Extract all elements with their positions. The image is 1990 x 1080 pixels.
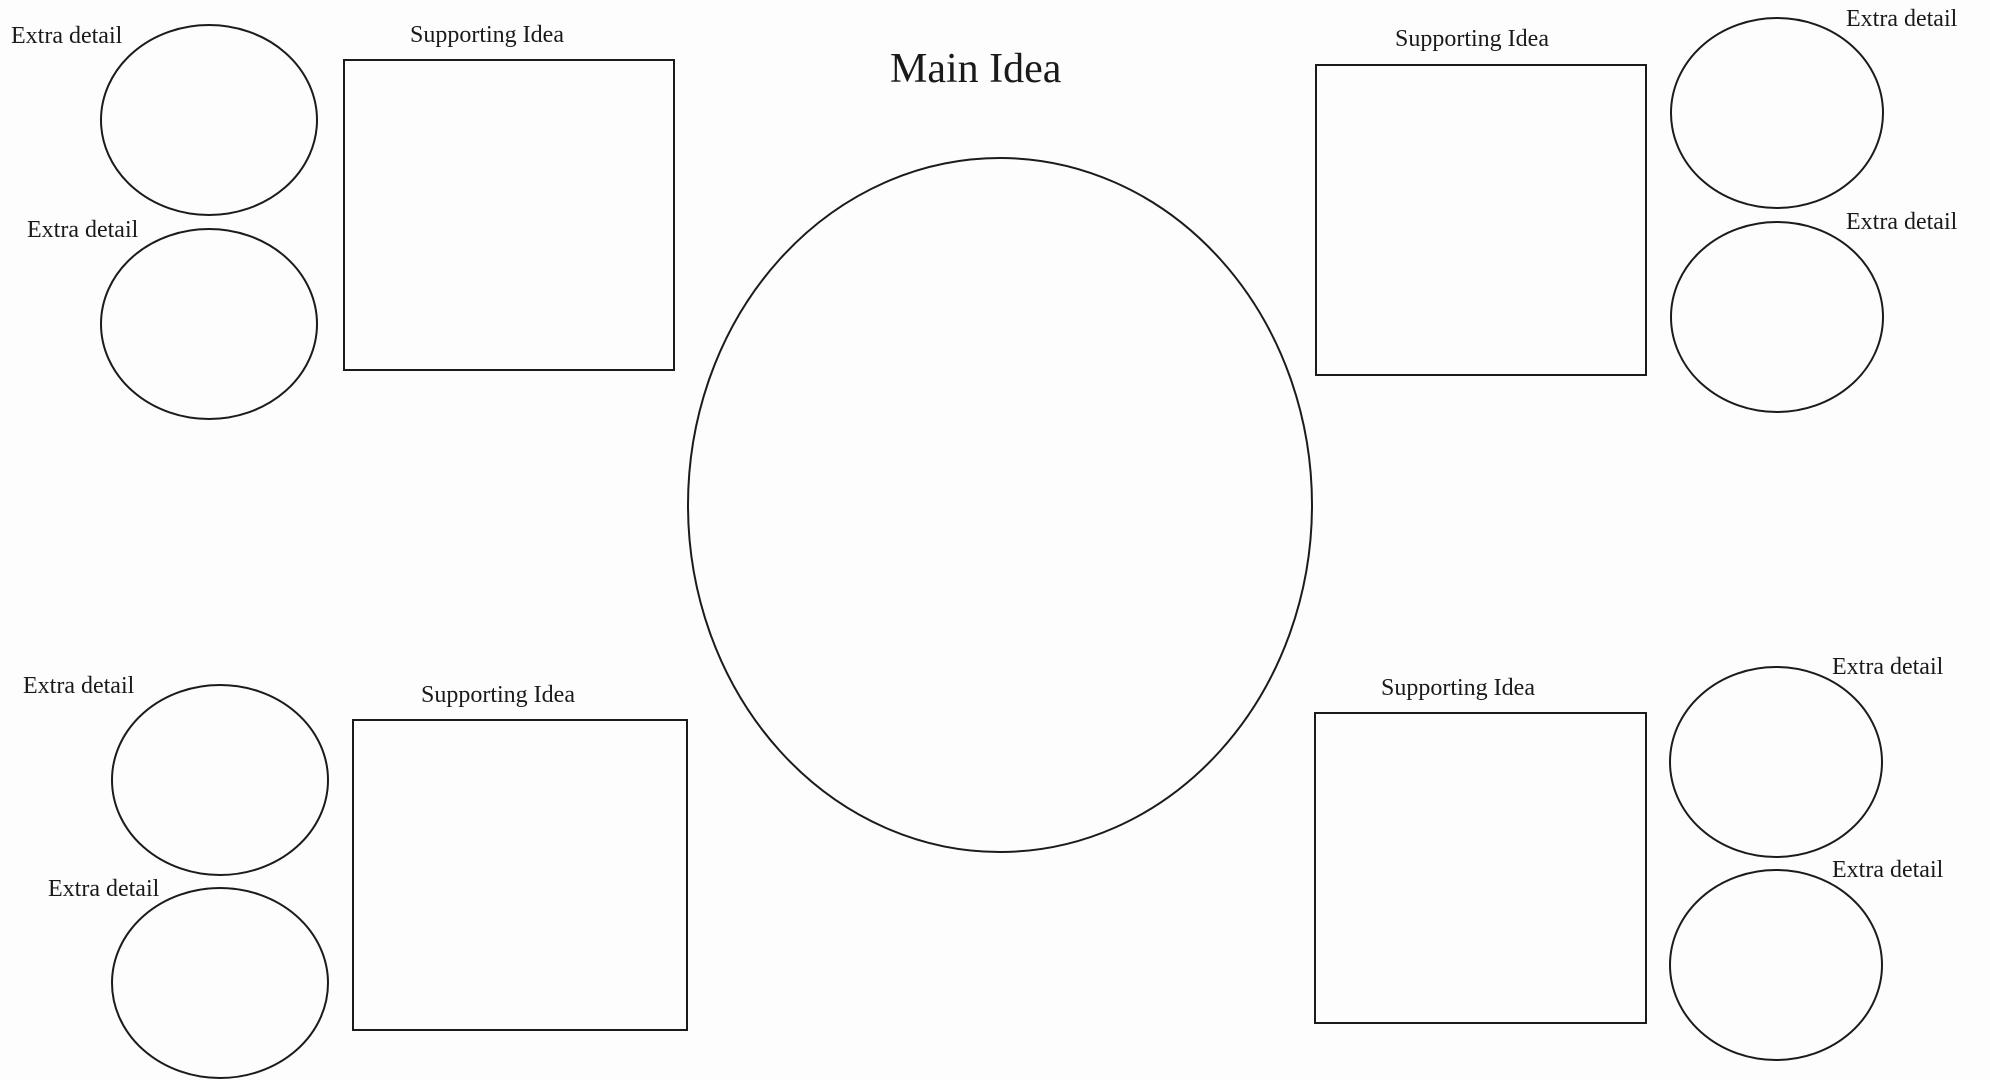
bottom-right-supporting-box[interactable]: [1315, 713, 1646, 1023]
main-idea-circle[interactable]: [688, 158, 1312, 852]
bottom-left-detail-top-circle[interactable]: [112, 685, 328, 875]
top-right-supporting-label: Supporting Idea: [1395, 26, 1549, 52]
top-left-supporting-label: Supporting Idea: [410, 22, 564, 48]
top-right-detail-bottom-circle[interactable]: [1671, 222, 1883, 412]
top-left-detail-top-circle[interactable]: [101, 25, 317, 215]
top-right-detail-bottom-label: Extra detail: [1846, 209, 1958, 235]
bottom-right-detail-top-label: Extra detail: [1832, 654, 1944, 680]
top-left-detail-bottom-label: Extra detail: [27, 217, 139, 243]
top-right-supporting-box[interactable]: [1316, 65, 1646, 375]
bottom-left-detail-bottom-label: Extra detail: [48, 876, 160, 902]
bottom-left-detail-bottom-circle[interactable]: [112, 888, 328, 1078]
bottom-left-supporting-label: Supporting Idea: [421, 682, 575, 708]
top-left-detail-top-label: Extra detail: [11, 23, 123, 49]
top-left-detail-bottom-circle[interactable]: [101, 229, 317, 419]
bottom-left-supporting-box[interactable]: [353, 720, 687, 1030]
bottom-right-detail-bottom-circle[interactable]: [1670, 870, 1882, 1060]
bottom-right-detail-top-circle[interactable]: [1670, 667, 1882, 857]
bottom-right-detail-bottom-label: Extra detail: [1832, 857, 1944, 883]
top-left-supporting-box[interactable]: [344, 60, 674, 370]
bottom-left-detail-top-label: Extra detail: [23, 673, 135, 699]
top-right-detail-top-label: Extra detail: [1846, 6, 1958, 32]
top-right-detail-top-circle[interactable]: [1671, 18, 1883, 208]
bottom-right-supporting-label: Supporting Idea: [1381, 675, 1535, 701]
main-idea-title: Main Idea: [890, 46, 1062, 92]
